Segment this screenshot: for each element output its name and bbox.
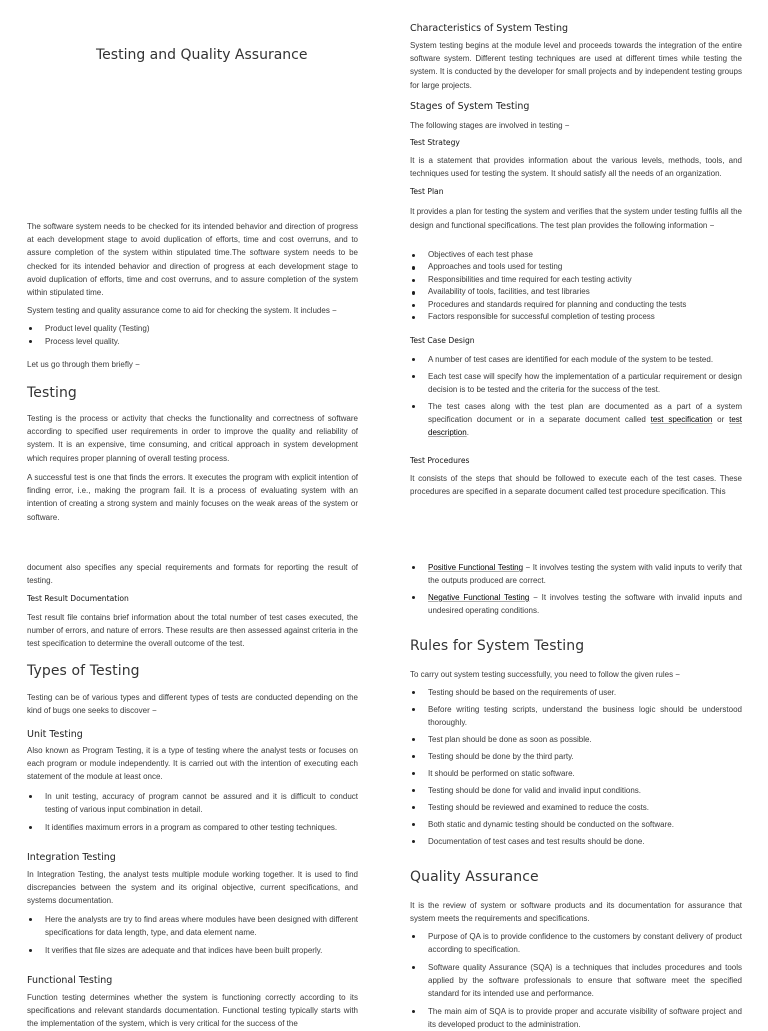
list-item: Software quality Assurance (SQA) is a techniques that includes procedures and tools applied by the software professionals to ensure that software meet the specified standard for its intended use and performance. (410, 961, 742, 1000)
list-item: It verifies that file sizes are adequate and that indices have been built properly. (27, 944, 358, 957)
types-paragraph: Testing can be of various types and different types of tests are conducted depending on the kind of bugs one seeks to discover − (27, 693, 358, 716)
section-heading-stages: Stages of System Testing (410, 101, 530, 112)
list-item: Testing should be done for valid and invalid input conditions. (410, 784, 742, 797)
list-item: Documentation of test cases and test results should be done. (410, 835, 742, 848)
positive-text: − It involves testing the system with valid inputs to verify that the outputs produced are correct. (428, 563, 742, 585)
section-heading-types-of-testing: Types of Testing (27, 663, 140, 679)
list-item: Approaches and tools used for testing (410, 261, 742, 273)
intro-paragraph-1: The software system needs to be checked for its intended behavior and direction of progress at each development stage to avoid duplication of efforts, time and cost overruns, and to assure completion of the system within stipulated time.The software system needs to be checked for its intended behavior and direction of progress at each development stage to avoid duplication of efforts, time and cost overruns, and to assure completion of the system within stipulated time. (27, 222, 358, 298)
list-item: Here the analysts are try to find areas where modules have been designed with different specifications for data length, type, and data element name. (27, 913, 358, 939)
qa-paragraph: It is the review of system or software products and its documentation for assurance that system meets the requirements and specifications. (410, 901, 742, 924)
subheading-integration-testing: Integration Testing (27, 852, 116, 863)
term-test-description: test description (428, 415, 743, 437)
case-text: The test cases along with the test plan are documented as a part of a system specification document or in a separate document called (428, 402, 742, 424)
integration-paragraph: In Integration Testing, the analyst tests multiple module working together. It is used to find discrepancies between the system and its original objective, current specifications, and systems documentation. (27, 870, 358, 906)
characteristics-paragraph: System testing begins at the module level and proceeds towards the integration of the entire software system. Different testing techniques are used at different times while testing the system. It is conducted by the developer for small projects and by independent testing groups for large projects. (410, 41, 742, 90)
list-item: Each test case will specify how the implementation of a particular requirement or design decision is to be tested and the criteria for the success of the test. (410, 370, 742, 396)
subheading-test-strategy: Test Strategy (410, 138, 460, 147)
list-item (410, 591, 742, 617)
list-item: Purpose of QA is to provide confidence to the customers by constant delivery of product according to specification. (410, 930, 742, 956)
list-item: Procedures and standards required for planning and conducting the tests (410, 299, 742, 311)
list-item: Testing should be done by the third party. (410, 750, 742, 763)
subheading-test-plan: Test Plan (410, 187, 444, 196)
procedures-paragraph: It consists of the steps that should be followed to execute each of the test cases. These procedures are specified in a separate document called test procedure specification. This (410, 474, 742, 497)
strategy-paragraph: It is a statement that provides information about the various levels, methods, tools, and techniques used for testing the system. It should satisfy all the needs of an organization. (410, 156, 742, 179)
list-item: Availability of tools, facilities, and test libraries (410, 286, 742, 298)
term-negative-functional-testing: Negative Functional Testing (428, 593, 530, 602)
negative-text: − It involves testing the software with invalid inputs and undesired operating conditions. (428, 593, 742, 615)
list-item (410, 561, 742, 587)
functional-paragraph: Function testing determines whether the system is functioning correctly according to its specifications and relevant standards documentation. Functional testing typically starts with the implementation of the system, which is very critical for the success of the (27, 993, 358, 1029)
list-item: Factors responsible for successful completion of testing process (410, 311, 742, 323)
subheading-test-procedures: Test Procedures (410, 456, 470, 465)
term-positive-functional-testing: Positive Functional Testing (428, 563, 524, 572)
rules-list (410, 686, 742, 848)
plan-items-list (410, 249, 742, 323)
plan-paragraph: It provides a plan for testing the system and verifies that the system under testing fulfils all the design and functional specifications. The test plan provides the following information − (410, 207, 742, 230)
list-item (410, 400, 742, 439)
result-paragraph: Test result file contains brief information about the total number of test cases executed, the number of errors, and nature of errors. These results are then assessed against criteria in the test specification to determine the overall outcome of the test. (27, 613, 358, 649)
qa-list (410, 930, 742, 1031)
list-item: It identifies maximum errors in a program as compared to other testing techniques. (27, 821, 358, 834)
testing-paragraph-2: A successful test is one that finds the errors. It executes the program with explicit intention of finding error, i.e., making the program fail. It is a process of evaluating system with an intention of creating a strong system and mainly focuses on the weak areas of the system or software. (27, 473, 358, 522)
intro-paragraph-3: Let us go through them briefly − (27, 360, 140, 369)
section-heading-quality-assurance: Quality Assurance (410, 869, 539, 885)
list-item: Process level quality. (27, 335, 358, 348)
section-heading-rules: Rules for System Testing (410, 638, 585, 654)
list-item: Before writing testing scripts, understand the business logic should be understood thoroughly. (410, 703, 742, 729)
subheading-test-result-documentation: Test Result Documentation (27, 594, 129, 603)
stages-paragraph: The following stages are involved in testing − (410, 121, 570, 130)
list-item: Testing should be reviewed and examined to reduce the costs. (410, 801, 742, 814)
subheading-unit-testing: Unit Testing (27, 729, 83, 740)
list-item: The main aim of SQA is to provide proper and accurate visibility of software project and its developed product to the administration. (410, 1005, 742, 1031)
list-item: Both static and dynamic testing should be conducted on the software. (410, 818, 742, 831)
intro-paragraph-2: System testing and quality assurance come to aid for checking the system. It includes − (27, 306, 337, 315)
case-text: . (466, 428, 469, 437)
subheading-functional-testing: Functional Testing (27, 975, 113, 986)
term-test-specification: test specification (650, 415, 713, 424)
list-item: Product level quality (Testing) (27, 322, 358, 335)
integration-list (27, 913, 358, 957)
section-heading-characteristics: Characteristics of System Testing (410, 23, 569, 34)
continued-paragraph: document also specifies any special requirements and formats for reporting the result of testing. (27, 563, 358, 586)
page-title: Testing and Quality Assurance (96, 47, 308, 63)
subheading-test-case-design: Test Case Design (410, 336, 475, 345)
case-text: or (712, 415, 730, 424)
list-item: It should be performed on static software. (410, 767, 742, 780)
section-heading-testing: Testing (27, 385, 77, 401)
unit-list (27, 790, 358, 834)
list-item: Testing should be based on the requirements of user. (410, 686, 742, 699)
functional-types-list (410, 561, 742, 617)
list-item: Test plan should be done as soon as possible. (410, 733, 742, 746)
list-item: In unit testing, accuracy of program cannot be assured and it is difficult to conduct testing of various input combination in detail. (27, 790, 358, 816)
case-design-list (410, 353, 742, 439)
testing-paragraph-1: Testing is the process or activity that checks the functionality and correctness of software according to specified user requirements in order to improve the quality and reliability of system. It is an expensive, time consuming, and critical approach in system development which requires proper planning of overall testing process. (27, 414, 358, 463)
unit-paragraph: Also known as Program Testing, it is a type of testing where the analyst tests or focuses on each program or module independently. It is carried out with the intention of executing each statement of the module at least once. (27, 746, 358, 782)
rules-paragraph: To carry out system testing successfully, you need to follow the given rules − (410, 670, 680, 679)
includes-list (27, 322, 358, 348)
list-item: Responsibilities and time required for each testing activity (410, 274, 742, 286)
list-item: A number of test cases are identified for each module of the system to be tested. (410, 353, 742, 366)
list-item: Objectives of each test phase (410, 249, 742, 261)
